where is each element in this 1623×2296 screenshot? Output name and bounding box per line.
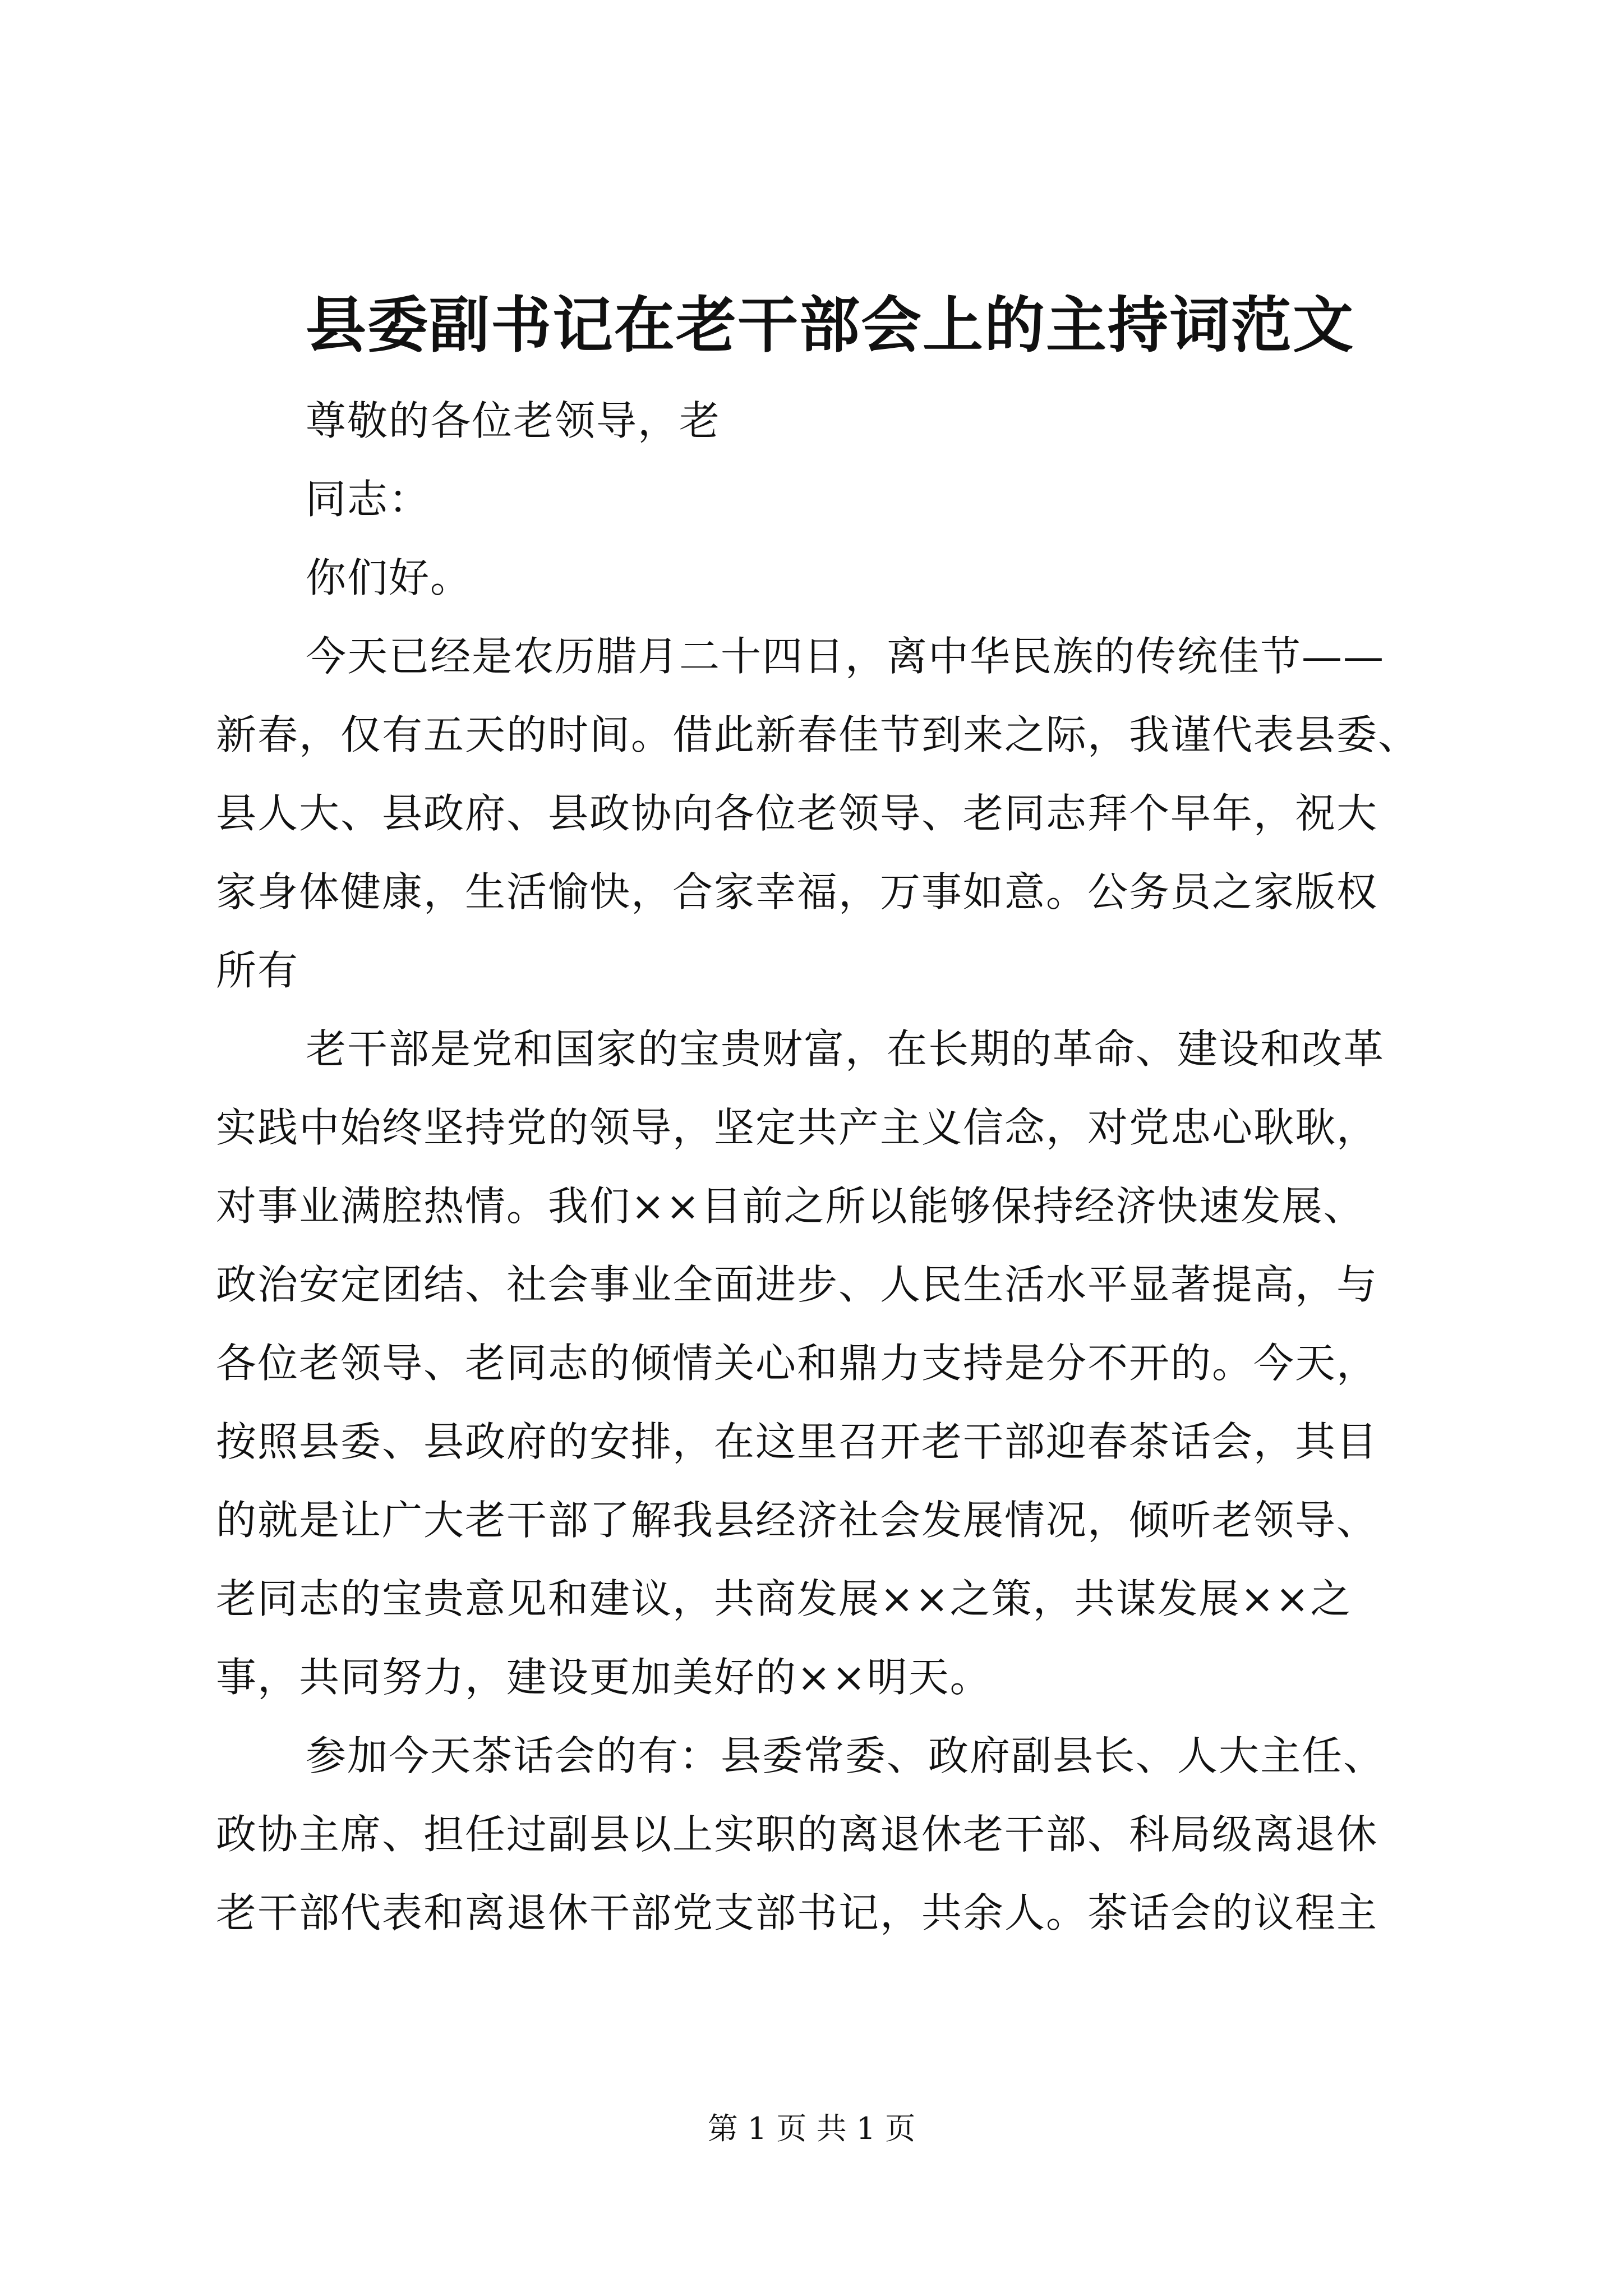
paragraph-line: 老同志的宝贵意见和建议，共商发展××之策，共谋发展××之 [216,1575,1352,1622]
salutation-line: 尊敬的各位老领导，老 [306,397,721,444]
paragraph-line: 所有 [216,947,299,994]
paragraph-line: 县人大、县政府、县政协向各位老领导、老同志拜个早年，祝大 [216,790,1378,837]
paragraph-line: 事，共同努力，建设更加美好的××明天。 [216,1654,992,1701]
paragraph-line: 对事业满腔热情。我们××目前之所以能够保持经济快速发展、 [216,1182,1365,1230]
salutation-line: 同志： [306,476,431,523]
paragraph-line: 的就是让广大老干部了解我县经济社会发展情况，倾听老领导、 [216,1497,1378,1544]
paragraph-line: 政治安定团结、社会事业全面进步、人民生活水平显著提高，与 [216,1261,1378,1308]
paragraph-line: 参加今天茶话会的有：县委常委、政府副县长、人大主任、 [306,1732,1385,1779]
greeting-line: 你们好。 [306,554,472,601]
paragraph-line: 今天已经是农历腊月二十四日，离中华民族的传统佳节—— [306,633,1385,680]
page-footer: 第 1 页 共 1 页 [707,2111,916,2146]
paragraph-line: 新春，仅有五天的时间。借此新春佳节到来之际，我谨代表县委、 [216,711,1420,758]
paragraph-line: 政协主席、担任过副县以上实职的离退休老干部、科局级离退休 [216,1811,1378,1858]
paragraph-line: 家身体健康，生活愉快，合家幸福，万事如意。公务员之家版权 [216,868,1378,915]
paragraph-line: 按照县委、县政府的安排，在这里召开老干部迎春茶话会，其目 [216,1418,1378,1465]
paragraph-line: 老干部是党和国家的宝贵财富，在长期的革命、建设和改革 [306,1025,1385,1073]
document-body [216,381,1420,1952]
paragraph-line: 实践中始终坚持党的领导，坚定共产主义信念，对党忠心耿耿， [216,1104,1378,1151]
paragraph-line: 老干部代表和离退休干部党支部书记，共余人。茶话会的议程主 [216,1889,1378,1936]
paragraph-line: 各位老领导、老同志的倾情关心和鼎力支持是分不开的。今天， [216,1340,1378,1387]
document-title: 县委副书记在老干部会上的主持词范文 [306,290,1355,361]
